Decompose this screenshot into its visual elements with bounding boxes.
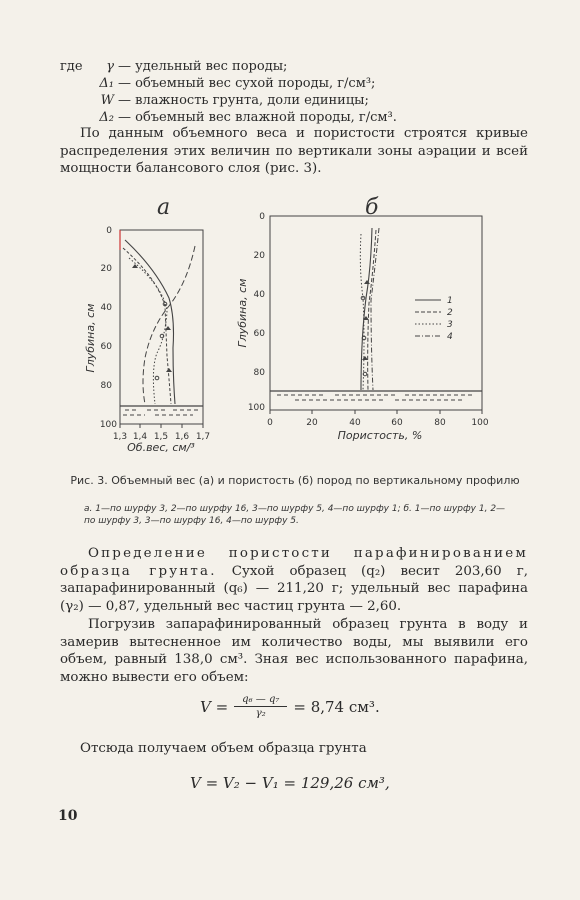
panel-b-ytick: 80 [253, 368, 265, 378]
panel-b-curve-2 [368, 230, 376, 390]
definition-symbol: Δ₂ [99, 110, 114, 125]
definition-text: — удельный вес породы; [118, 59, 288, 74]
panel-a-frame [120, 230, 203, 424]
panel-b-xtick: 80 [434, 418, 446, 428]
panel-a-xtick: 1,6 [174, 432, 190, 442]
definition-lead: где [60, 59, 83, 74]
panel-a-ytick: 80 [100, 381, 112, 391]
panel-b-xtick: 20 [306, 418, 318, 428]
panel-a-xtick: 1,7 [195, 432, 211, 442]
figure-illustration [84, 188, 505, 454]
panel-b-xtick: 60 [391, 418, 403, 428]
formula-paraffin-volume [200, 694, 380, 719]
fraction-denominator: γ₂ [255, 708, 266, 719]
paragraph-text: Сухой образец (q₂) весит 203,60 г, запарафинированный (q₆) — 211,20 г; удельный вес парафина (γ₂) — 0,87, удельный вес частиц грунта — 2,60. [60, 563, 528, 614]
panel-a-xtick: 1,4 [132, 432, 148, 442]
definition-symbol: Δ₁ [99, 76, 114, 91]
definition-row [60, 75, 530, 92]
panel-b-ytick: 0 [259, 212, 265, 222]
panel-a-curve-2 [123, 248, 171, 404]
formula-sample-volume: V = V₂ − V₁ = 129,26 см³, [190, 774, 390, 792]
definition-symbol: γ [106, 59, 114, 74]
panel-b-letter: б [365, 195, 379, 220]
paragraph-sample-volume: Отсюда получаем объем образца грунта [80, 741, 367, 756]
panel-a-ytick: 40 [100, 303, 112, 313]
panel-a-curve-1 [125, 240, 175, 404]
panel-b-ytick: 20 [253, 251, 265, 261]
panel-b-ylabel: Глубина, см [236, 278, 249, 348]
panel-a-ytick: 60 [100, 342, 112, 352]
formula-rhs: = 8,74 см³. [293, 697, 380, 716]
page-number: 10 [58, 808, 78, 824]
panel-a-xtick: 1,5 [153, 432, 169, 442]
definitions-block [60, 58, 530, 126]
panel-a-letter: а [157, 195, 171, 220]
fraction-numerator: q₆ — q₇ [234, 694, 287, 707]
definition-symbol: W [100, 93, 114, 108]
figure-legend-note: а. 1—по шурфу 3, 2—по шурфу 16, 3—по шурфу 5, 4—по шурфу 1; б. 1—по шурфу 1, 2—по шурфу 3, 3—по шурфу 16, 4—по шурфу 5. [84, 504, 506, 526]
section-heading-inline: Определение пористости парафинированием образца грунта. [60, 546, 528, 579]
panel-a-xtick: 1,3 [112, 432, 128, 442]
paragraph-immersion: Погрузив запарафинированный образец грунта в воду и замерив вытесненное им количество воды, мы выявили его объем, равный 138,0 см³. Зная вес использованного парафина, можно вывести его объем: [60, 617, 528, 685]
formula-fraction [234, 694, 287, 719]
definition-text: — объемный вес сухой породы, г/см³; [118, 76, 376, 91]
panel-a-ytick: 0 [106, 226, 112, 236]
legend-label: 4 [447, 332, 453, 342]
definition-text: — объемный вес влажной породы, г/см³. [118, 110, 397, 125]
definition-row [60, 58, 530, 75]
panel-b-curve-4 [371, 228, 379, 390]
definition-text: — влажность грунта, доли единицы; [118, 93, 369, 108]
formula-lhs: V = [200, 697, 229, 716]
legend-label: 1 [447, 296, 453, 306]
panel-b-xtick: 0 [267, 418, 273, 428]
panel-a-xlabel: Об.вес, см/³ [127, 441, 195, 454]
panel-b-ytick: 100 [247, 403, 265, 413]
panel-a-curve-3 [129, 258, 167, 404]
figure-3 [84, 188, 505, 454]
figure-caption: Рис. 3. Объемный вес (а) и пористость (б) пород по вертикальному профилю [70, 474, 520, 487]
panel-b-xtick: 100 [471, 418, 489, 428]
panel-a-ylabel: Глубина, см [84, 303, 97, 373]
paragraph-curves: По данным объемного веса и пористости строятся кривые распределения этих величин по вертикали зоны аэрации и всей мощности балансового слоя (рис. 3). [60, 126, 528, 176]
legend-label: 2 [447, 308, 453, 318]
legend-label: 3 [447, 320, 453, 330]
panel-a-ytick: 20 [100, 264, 112, 274]
definition-row [60, 109, 530, 126]
definition-row [60, 92, 530, 109]
panel-b-xtick: 40 [349, 418, 361, 428]
panel-a-ytick: 100 [99, 420, 117, 430]
panel-b-xlabel: Пористость, % [337, 429, 423, 442]
panel-b-ytick: 60 [253, 329, 265, 339]
panel-b-curve-1 [361, 228, 372, 390]
paragraph-paraffin-method [60, 545, 528, 615]
panel-b-ytick: 40 [253, 290, 265, 300]
